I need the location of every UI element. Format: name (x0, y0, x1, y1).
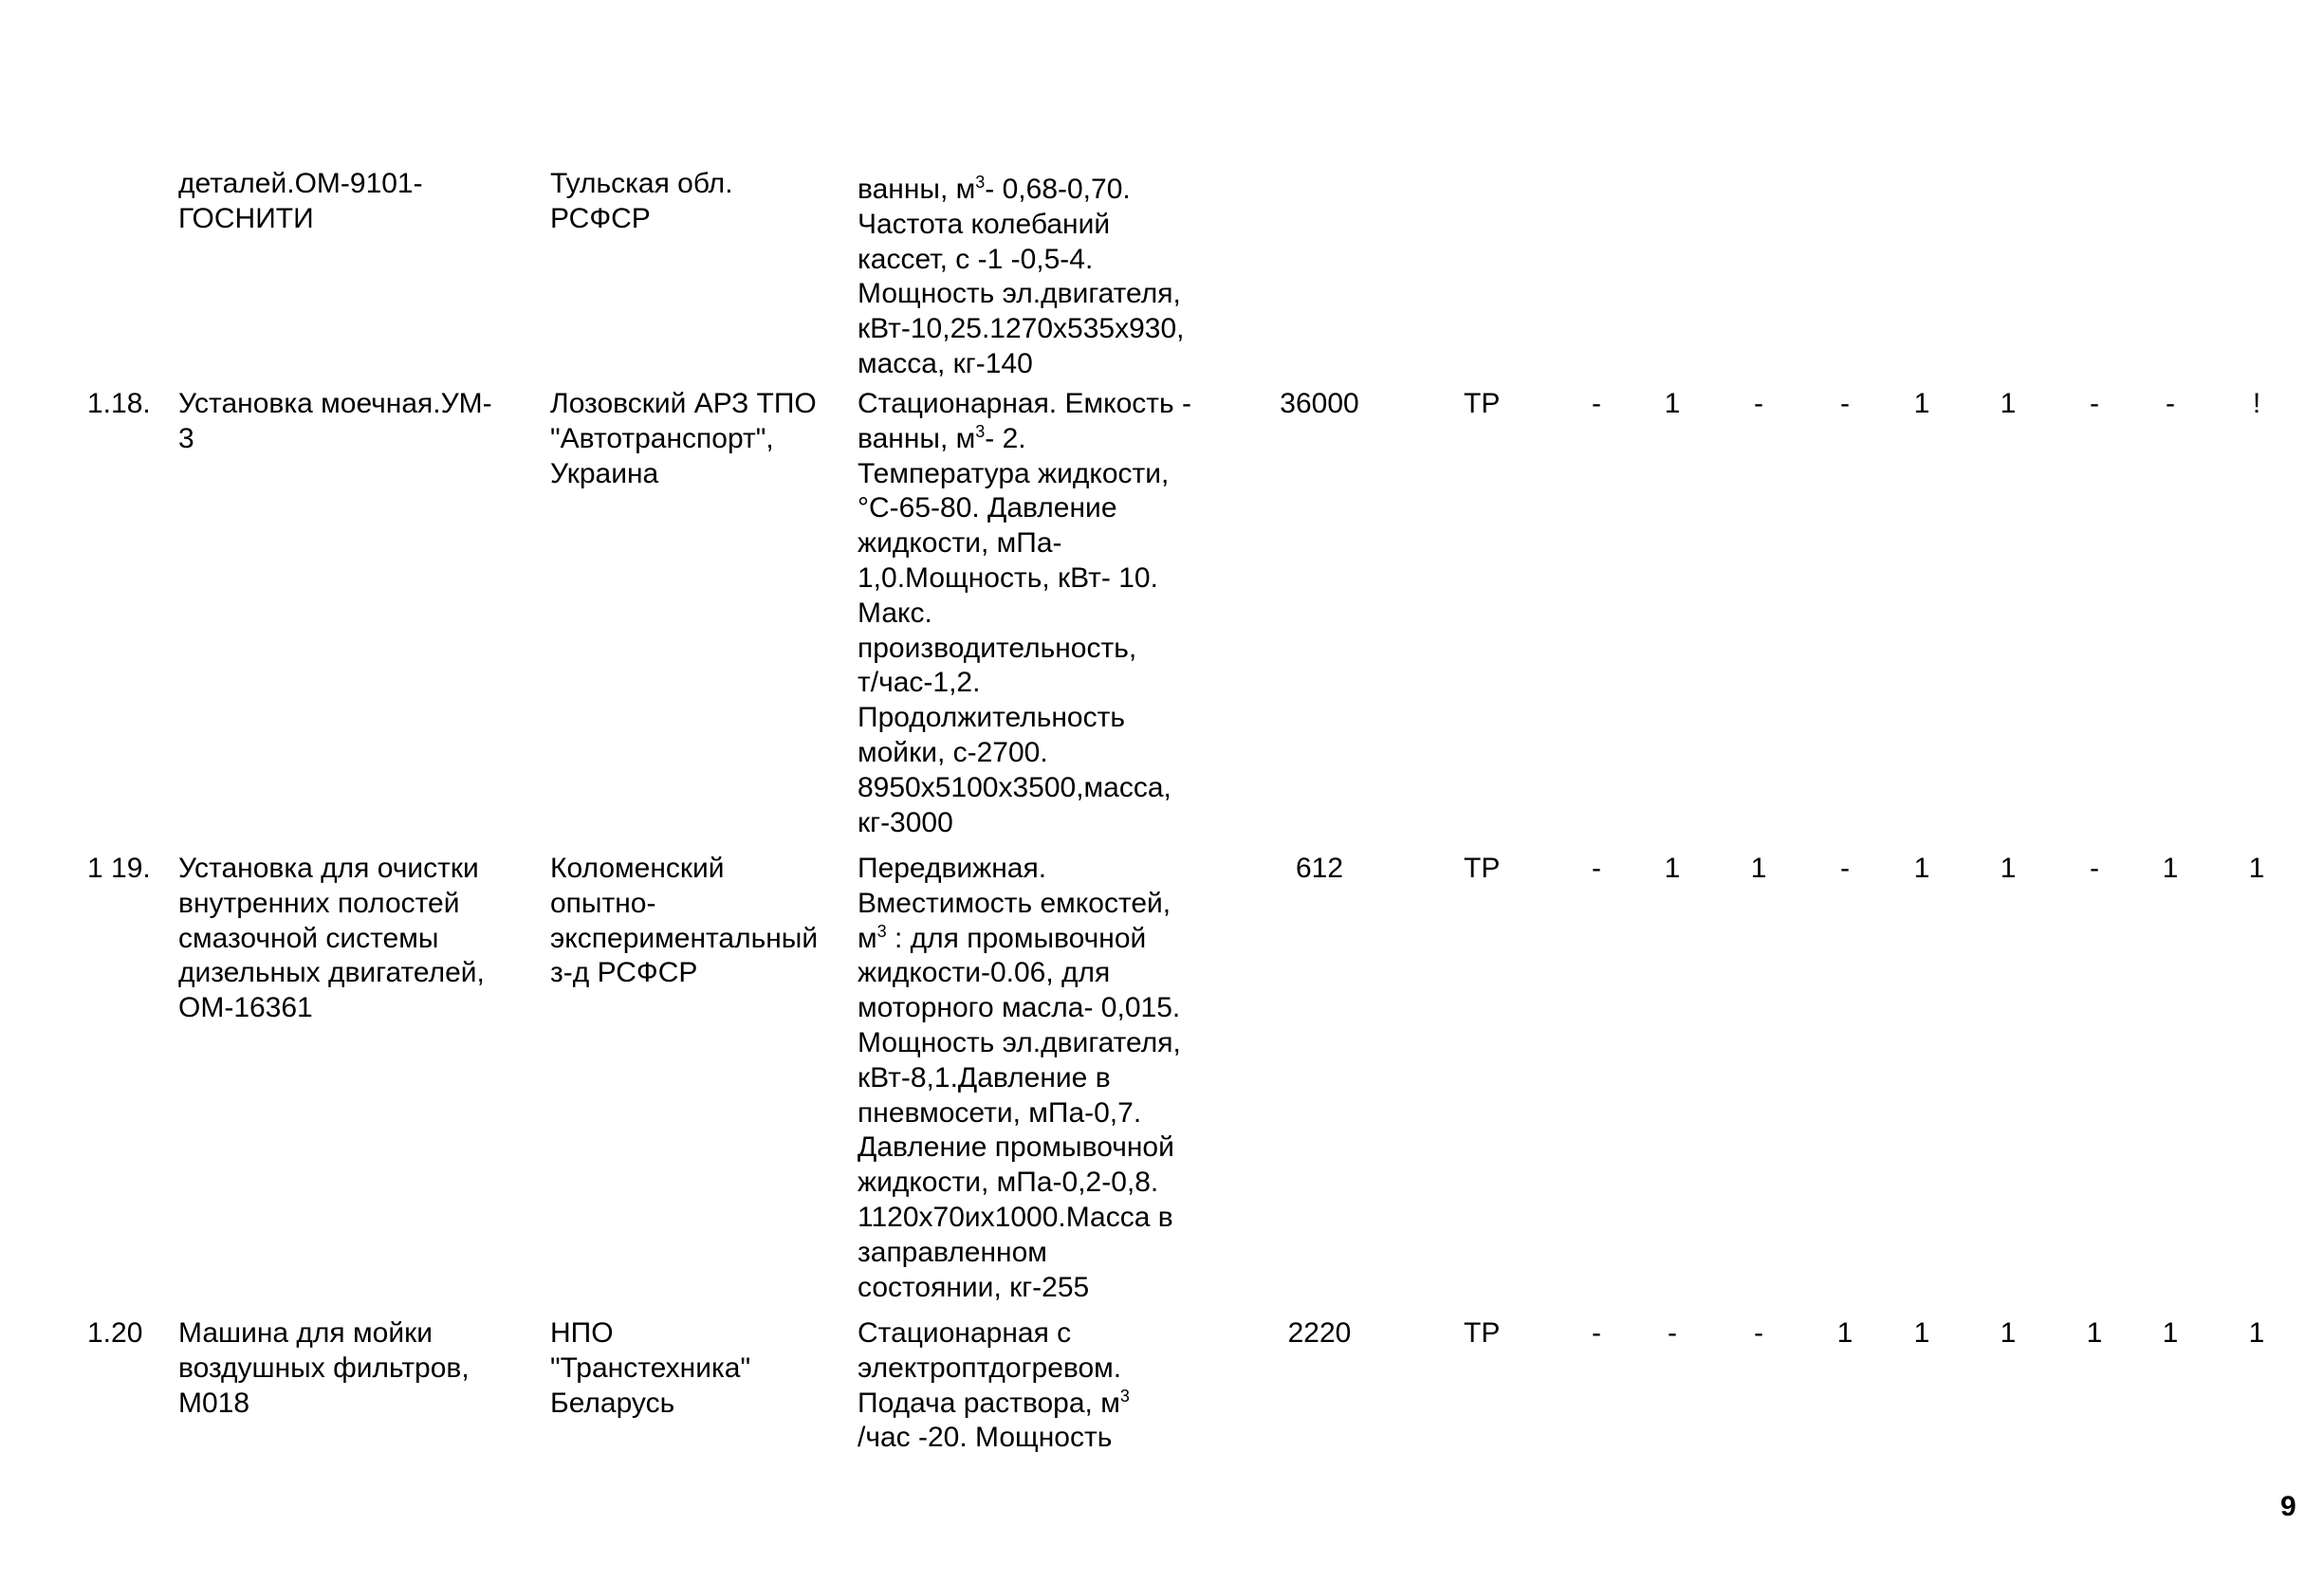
spec-line: Стационарная с (858, 1317, 1072, 1349)
row-specification (858, 387, 1191, 840)
spec-line: жидкости-0.06, для (858, 957, 1111, 989)
spec-line: кВт-8,1.Давление в (858, 1061, 1111, 1094)
mark-cell: 1 (1750, 853, 1767, 884)
row-price: 612 (1295, 853, 1344, 884)
row-specification (858, 173, 1184, 382)
spec-line: °С-65-80. Давление (858, 492, 1117, 524)
spec-line: Вместимость емкостей, (858, 887, 1171, 919)
row-manufacturer: Тульская обл. РСФСР (550, 168, 733, 234)
spec-line: пневмосети, мПа-0,7. (858, 1096, 1142, 1129)
spec-line: заправленном (858, 1236, 1047, 1268)
row-specification (858, 1316, 1130, 1456)
mark-cell: 1 (1913, 388, 1930, 419)
mark-cell: 1 (2000, 1317, 2017, 1349)
spec-text: ванны, м (858, 174, 976, 205)
spec-line (858, 922, 1181, 957)
superscript: 3 (975, 421, 986, 441)
mark-cell: 1 (2162, 853, 2179, 884)
mark-cell: - (1592, 853, 1601, 884)
spec-line: Мощность эл.двигателя, (858, 278, 1181, 310)
row-item-name: Установка моечная.УМ- 3 (178, 388, 492, 454)
spec-text: - 0,68-0,70. (985, 174, 1131, 205)
spec-line: 1120x70иx1000.Масса в (858, 1201, 1173, 1233)
mark-cell: 1 (2086, 1317, 2103, 1349)
spec-text: - 2. (985, 422, 1026, 454)
mark-cell: 1 (1913, 1317, 1930, 1349)
spec-line: 8950x5100x3500,масса, (858, 771, 1171, 803)
mark-cell: 1 (2162, 1317, 2179, 1349)
mark-cell: - (2166, 388, 2175, 419)
spec-line: Передвижная. (858, 853, 1047, 884)
spec-line (858, 1387, 1130, 1422)
mark-cell: 1 (1913, 853, 1930, 884)
spec-text: Подача раствора, м (858, 1387, 1120, 1419)
mark-cell: - (2090, 388, 2099, 419)
row-repair-type: ТР (1464, 853, 1501, 884)
spec-line: Мощность эл.двигателя, (858, 1026, 1181, 1058)
spec-text: ванны, м (858, 422, 976, 454)
mark-cell: - (1840, 388, 1850, 419)
row-manufacturer: Коломенский опытно- экспериментальный з-д РСФСР (550, 853, 819, 989)
mark-cell: - (1592, 388, 1601, 419)
mark-cell: 1 (2000, 388, 2017, 419)
mark-cell: - (1668, 1317, 1677, 1349)
row-specification (858, 852, 1181, 1305)
spec-text: : для промывочной (886, 922, 1147, 954)
mark-cell: ! (2252, 388, 2261, 419)
row-number: 1.18. (87, 388, 151, 419)
spec-line: Стационарная. Емкость - (858, 388, 1191, 419)
spec-line: Температура жидкости, (858, 457, 1170, 489)
spec-line (858, 422, 1191, 457)
row-item-name: Машина для мойки воздушных фильтров, М018 (178, 1317, 470, 1419)
spec-line (858, 173, 1184, 208)
spec-line: кассет, с -1 -0,5-4. (858, 243, 1094, 275)
mark-cell: 1 (2248, 853, 2265, 884)
spec-line: Давление промывочной (858, 1131, 1174, 1164)
spec-text: м (858, 922, 877, 954)
spec-line: состоянии, кг-255 (858, 1271, 1090, 1303)
spec-line: электроптдогревом. (858, 1351, 1122, 1384)
mark-cell: 1 (1664, 853, 1681, 884)
row-repair-type: ТР (1464, 388, 1501, 419)
row-price: 36000 (1280, 388, 1359, 419)
mark-cell: - (2090, 853, 2099, 884)
mark-cell: - (1754, 1317, 1763, 1349)
spec-line: Частота колебаний (858, 208, 1111, 240)
spec-line: жидкости, мПа-0,2-0,8. (858, 1167, 1159, 1199)
mark-cell: 1 (1836, 1317, 1854, 1349)
superscript: 3 (876, 921, 887, 941)
spec-line: /час -20. Мощность (858, 1422, 1113, 1454)
spec-line: мойки, с-2700. (858, 736, 1048, 768)
spec-line: Макс. (858, 597, 932, 629)
superscript: 3 (975, 173, 986, 192)
spec-line: производительность, (858, 632, 1137, 664)
row-number: 1 19. (87, 853, 151, 884)
row-price: 2220 (1287, 1317, 1352, 1349)
row-item-name: Установка для очистки внутренних полостей смазочной системы дизельных двигателей, ОМ-16361 (178, 853, 485, 1024)
row-number: 1.20 (87, 1317, 143, 1349)
spec-line: т/час-1,2. (858, 667, 981, 699)
spec-line: Продолжительность (858, 702, 1125, 734)
mark-cell: 1 (2000, 853, 2017, 884)
spec-line: жидкости, мПа- (858, 527, 1062, 560)
row-repair-type: ТР (1464, 1317, 1501, 1349)
spec-line: 1,0.Мощность, кВт- 10. (858, 561, 1158, 594)
spec-line: моторного масла- 0,015. (858, 992, 1181, 1024)
superscript: 3 (1119, 1386, 1130, 1406)
mark-cell: - (1840, 853, 1850, 884)
mark-cell: - (1754, 388, 1763, 419)
mark-cell: - (1592, 1317, 1601, 1349)
row-item-name: деталей.ОМ-9101- ГОСНИТИ (178, 168, 423, 234)
page-number: 9 (2280, 1491, 2296, 1522)
row-manufacturer: Лозовский АРЗ ТПО "Автотранспорт", Украина (550, 388, 817, 489)
mark-cell: 1 (1664, 388, 1681, 419)
row-manufacturer: НПО "Транстехника" Беларусь (550, 1317, 751, 1419)
spec-line: кг-3000 (858, 806, 953, 838)
spec-line: кВт-10,25.1270x535x930, (858, 313, 1185, 345)
spec-line: масса, кг-140 (858, 347, 1033, 379)
mark-cell: 1 (2248, 1317, 2265, 1349)
